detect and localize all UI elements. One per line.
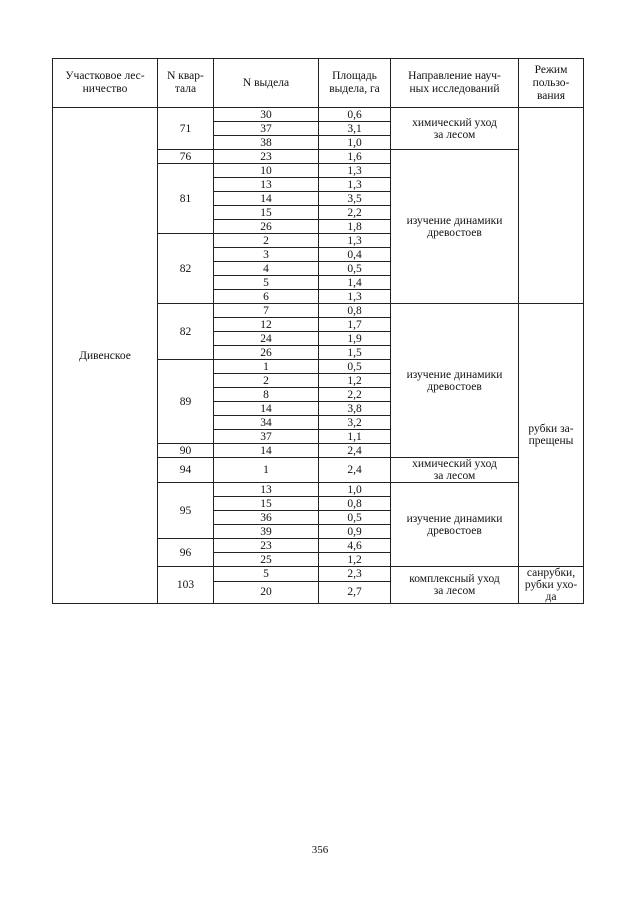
- compartment-cell: 5: [214, 276, 319, 290]
- table-body: [53, 59, 584, 604]
- area-cell: 1,3: [319, 290, 391, 304]
- area-cell: 1,8: [319, 220, 391, 234]
- header-quarter: N квар- тала: [158, 59, 214, 108]
- compartment-cell: 4: [214, 262, 319, 276]
- area-cell: 2,2: [319, 388, 391, 402]
- area-cell: 3,2: [319, 416, 391, 430]
- quarter-cell: 76: [158, 150, 214, 164]
- compartment-cell: 26: [214, 220, 319, 234]
- area-cell: 1,2: [319, 553, 391, 567]
- area-cell: 1,2: [319, 374, 391, 388]
- area-cell: 1,3: [319, 178, 391, 192]
- quarter-cell: 81: [158, 164, 214, 234]
- area-cell: 1,0: [319, 483, 391, 497]
- area-cell: 1,3: [319, 234, 391, 248]
- page-number: 356: [311, 844, 329, 856]
- usage-regime-cell: [519, 108, 584, 304]
- compartment-cell: 13: [214, 483, 319, 497]
- quarter-cell: 89: [158, 360, 214, 444]
- compartment-cell: 3: [214, 248, 319, 262]
- compartment-cell: 8: [214, 388, 319, 402]
- forestry-name-cell: Дивенское: [53, 108, 158, 604]
- quarter-cell: 71: [158, 108, 214, 150]
- compartment-cell: 14: [214, 444, 319, 458]
- header-forestry: Участковое лес- ничество: [53, 59, 158, 108]
- quarter-cell: 82: [158, 304, 214, 360]
- area-cell: 1,4: [319, 276, 391, 290]
- area-cell: 1,5: [319, 346, 391, 360]
- compartment-cell: 37: [214, 430, 319, 444]
- area-cell: 0,5: [319, 360, 391, 374]
- compartment-cell: 10: [214, 164, 319, 178]
- area-cell: 4,6: [319, 539, 391, 553]
- quarter-cell: 103: [158, 567, 214, 604]
- area-cell: 3,5: [319, 192, 391, 206]
- area-cell: 0,8: [319, 497, 391, 511]
- area-cell: 3,1: [319, 122, 391, 136]
- compartment-cell: 5: [214, 567, 319, 582]
- research-direction-cell: изучение динамики древостоев: [391, 304, 519, 458]
- area-cell: 1,6: [319, 150, 391, 164]
- compartment-cell: 39: [214, 525, 319, 539]
- area-cell: 2,2: [319, 206, 391, 220]
- header-area: Площадь выдела, га: [319, 59, 391, 108]
- quarter-cell: 95: [158, 483, 214, 539]
- area-cell: 3,8: [319, 402, 391, 416]
- quarter-cell: 94: [158, 458, 214, 483]
- research-direction-cell: изучение динамики древостоев: [391, 483, 519, 567]
- compartment-cell: 12: [214, 318, 319, 332]
- research-direction-cell: изучение динамики древостоев: [391, 150, 519, 304]
- area-cell: 1,3: [319, 164, 391, 178]
- compartment-cell: 25: [214, 553, 319, 567]
- compartment-cell: 1: [214, 360, 319, 374]
- compartment-cell: 1: [214, 458, 319, 483]
- compartment-cell: 2: [214, 374, 319, 388]
- area-cell: 2,7: [319, 581, 391, 603]
- header-regime: Режим пользо- вания: [519, 59, 584, 108]
- forestry-table: [52, 58, 584, 604]
- compartment-cell: 13: [214, 178, 319, 192]
- area-cell: 1,1: [319, 430, 391, 444]
- area-cell: 2,4: [319, 458, 391, 483]
- header-row: [53, 59, 584, 108]
- usage-regime-cell: рубки за- прещены: [519, 304, 584, 567]
- quarter-cell: 96: [158, 539, 214, 567]
- header-compartment: N выдела: [214, 59, 319, 108]
- compartment-cell: 23: [214, 539, 319, 553]
- compartment-cell: 6: [214, 290, 319, 304]
- compartment-cell: 30: [214, 108, 319, 122]
- compartment-cell: 2: [214, 234, 319, 248]
- compartment-cell: 20: [214, 581, 319, 603]
- area-cell: 0,8: [319, 304, 391, 318]
- header-research: Направление науч- ных исследований: [391, 59, 519, 108]
- compartment-cell: 37: [214, 122, 319, 136]
- area-cell: 0,9: [319, 525, 391, 539]
- area-cell: 1,7: [319, 318, 391, 332]
- area-cell: 1,0: [319, 136, 391, 150]
- compartment-cell: 7: [214, 304, 319, 318]
- area-cell: 0,6: [319, 108, 391, 122]
- compartment-cell: 24: [214, 332, 319, 346]
- compartment-cell: 14: [214, 402, 319, 416]
- quarter-cell: 90: [158, 444, 214, 458]
- area-cell: 0,4: [319, 248, 391, 262]
- research-direction-cell: комплексный уход за лесом: [391, 567, 519, 604]
- quarter-cell: 82: [158, 234, 214, 304]
- area-cell: 0,5: [319, 262, 391, 276]
- research-direction-cell: химический уход за лесом: [391, 458, 519, 483]
- compartment-cell: 38: [214, 136, 319, 150]
- compartment-cell: 23: [214, 150, 319, 164]
- area-cell: 1,9: [319, 332, 391, 346]
- compartment-cell: 34: [214, 416, 319, 430]
- area-cell: 2,4: [319, 444, 391, 458]
- area-cell: 0,5: [319, 511, 391, 525]
- usage-regime-cell: санрубки, рубки ухо- да: [519, 567, 584, 604]
- table-row: [53, 108, 584, 122]
- research-direction-cell: химический уход за лесом: [391, 108, 519, 150]
- area-cell: 2,3: [319, 567, 391, 582]
- compartment-cell: 26: [214, 346, 319, 360]
- compartment-cell: 15: [214, 206, 319, 220]
- compartment-cell: 36: [214, 511, 319, 525]
- compartment-cell: 15: [214, 497, 319, 511]
- compartment-cell: 14: [214, 192, 319, 206]
